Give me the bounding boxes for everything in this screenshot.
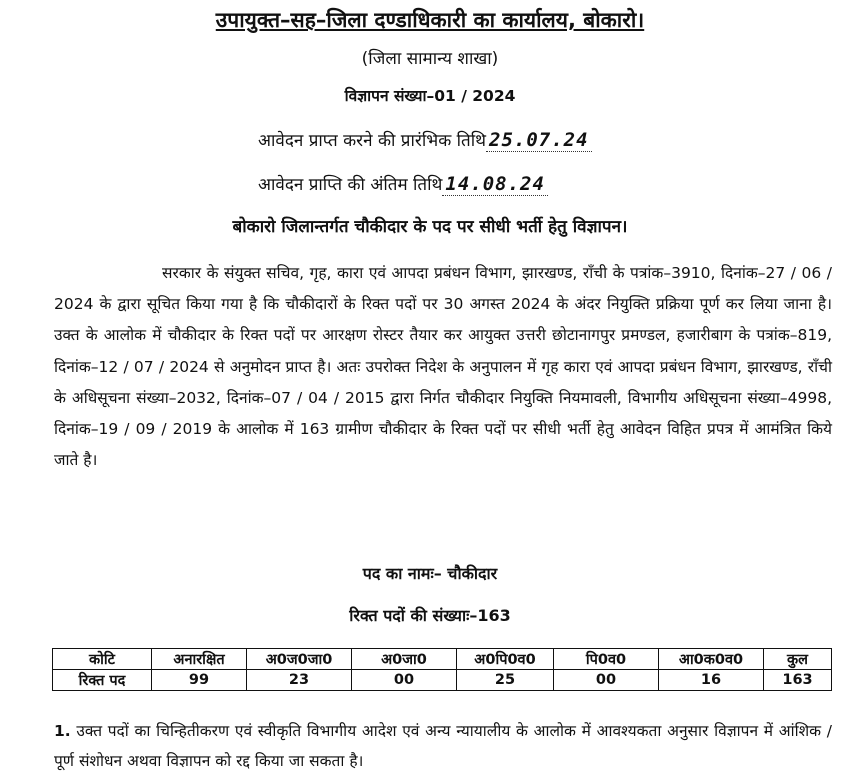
table-header-cell: पि0व0 bbox=[554, 649, 659, 670]
advertisement-number: विज्ञापन संख्या–01 / 2024 bbox=[344, 87, 516, 105]
end-date-value: 14.08.24 bbox=[442, 173, 548, 196]
table-cell: 23 bbox=[247, 670, 352, 691]
note-item bbox=[54, 716, 832, 776]
table-header-cell: अ0जा0 bbox=[352, 649, 457, 670]
table-header-row bbox=[53, 649, 832, 670]
table-cell: 00 bbox=[554, 670, 659, 691]
table-cell: 99 bbox=[152, 670, 247, 691]
table-header-cell: आ0क0व0 bbox=[659, 649, 764, 670]
table-cell: 16 bbox=[659, 670, 764, 691]
start-date-value: 25.07.24 bbox=[486, 129, 592, 152]
table-cell: 00 bbox=[352, 670, 457, 691]
note-number: 1. bbox=[54, 722, 71, 740]
end-date-line bbox=[258, 172, 548, 195]
end-date-label: आवेदन प्राप्ति की अंतिम तिथि bbox=[258, 175, 443, 195]
vacancy-count: रिक्त पदों की संख्याः–163 bbox=[349, 606, 511, 625]
table-header-cell: अ0ज0जा0 bbox=[247, 649, 352, 670]
table-cell: 25 bbox=[457, 670, 554, 691]
table-header-cell: कोटि bbox=[53, 649, 152, 670]
table-header-cell: अनारक्षित bbox=[152, 649, 247, 670]
branch-subtitle: (जिला सामान्य शाखा) bbox=[361, 49, 499, 69]
start-date-line bbox=[258, 128, 592, 151]
table-header-cell: कुल bbox=[764, 649, 832, 670]
advertisement-heading: बोकारो जिलान्तर्गत चौकीदार के पद पर सीधी भर्ती हेतु विज्ञापन। bbox=[232, 217, 628, 237]
note-text: उक्त पदों का चिन्हितीकरण एवं स्वीकृति विभागीय आदेश एवं अन्य न्यायालीय के आलोक में आवश्यकता अनुसार विज्ञापन में आंशिक / पूर्ण संशोधन अथवा विज्ञापन को रद्द किया जा सकता है। bbox=[54, 722, 832, 770]
body-paragraph: सरकार के संयुक्त सचिव, गृह, कारा एवं आपदा प्रबंधन विभाग, झारखण्ड, राँची के पत्रांक–3910, दिनांक–27 / 06 / 2024 के द्वारा सूचित किया गया है कि चौकीदारों के रिक्त पदों पर 30 अगस्त 2024 के अंदर नियुक्ति प्रक्रिया पूर्ण कर लिया जाना है। उक्त के आलोक में चौकीदार के रिक्त पदों पर आरक्षण रोस्टर तैयार कर आयुक्त उत्तरी छोटानागपुर प्रमण्डल, हजारीबाग के पत्रांक–819, दिनांक–12 / 07 / 2024 से अनुमोदन प्राप्त है। अतः उपरोक्त निदेश के अनुपालन में गृह कारा एवं आपदा प्रबंधन विभाग, झारखण्ड, राँची के अधिसूचना संख्या–2032, दिनांक–07 / 04 / 2015 द्वारा निर्गत चौकीदार नियुक्ति नियमावली, विभागीय अधिसूचना संख्या–4998, दिनांक–19 / 09 / 2019 के आलोक में 163 ग्रामीण चौकीदार के रिक्त पदों पर सीधी भर्ती हेतु आवेदन विहित प्रपत्र में आमंत्रित किये जाते है। bbox=[54, 264, 832, 470]
table-header-cell: अ0पि0व0 bbox=[457, 649, 554, 670]
table-row bbox=[53, 670, 832, 691]
post-name: पद का नामः– चौकीदार bbox=[362, 564, 498, 583]
office-title: उपायुक्त–सह–जिला दण्डाधिकारी का कार्यालय, बोकारो। bbox=[215, 8, 645, 32]
table-cell: रिक्त पद bbox=[53, 670, 152, 691]
vacancy-table bbox=[52, 648, 832, 691]
table-cell: 163 bbox=[764, 670, 832, 691]
start-date-label: आवेदन प्राप्त करने की प्रारंभिक तिथि bbox=[258, 131, 487, 151]
